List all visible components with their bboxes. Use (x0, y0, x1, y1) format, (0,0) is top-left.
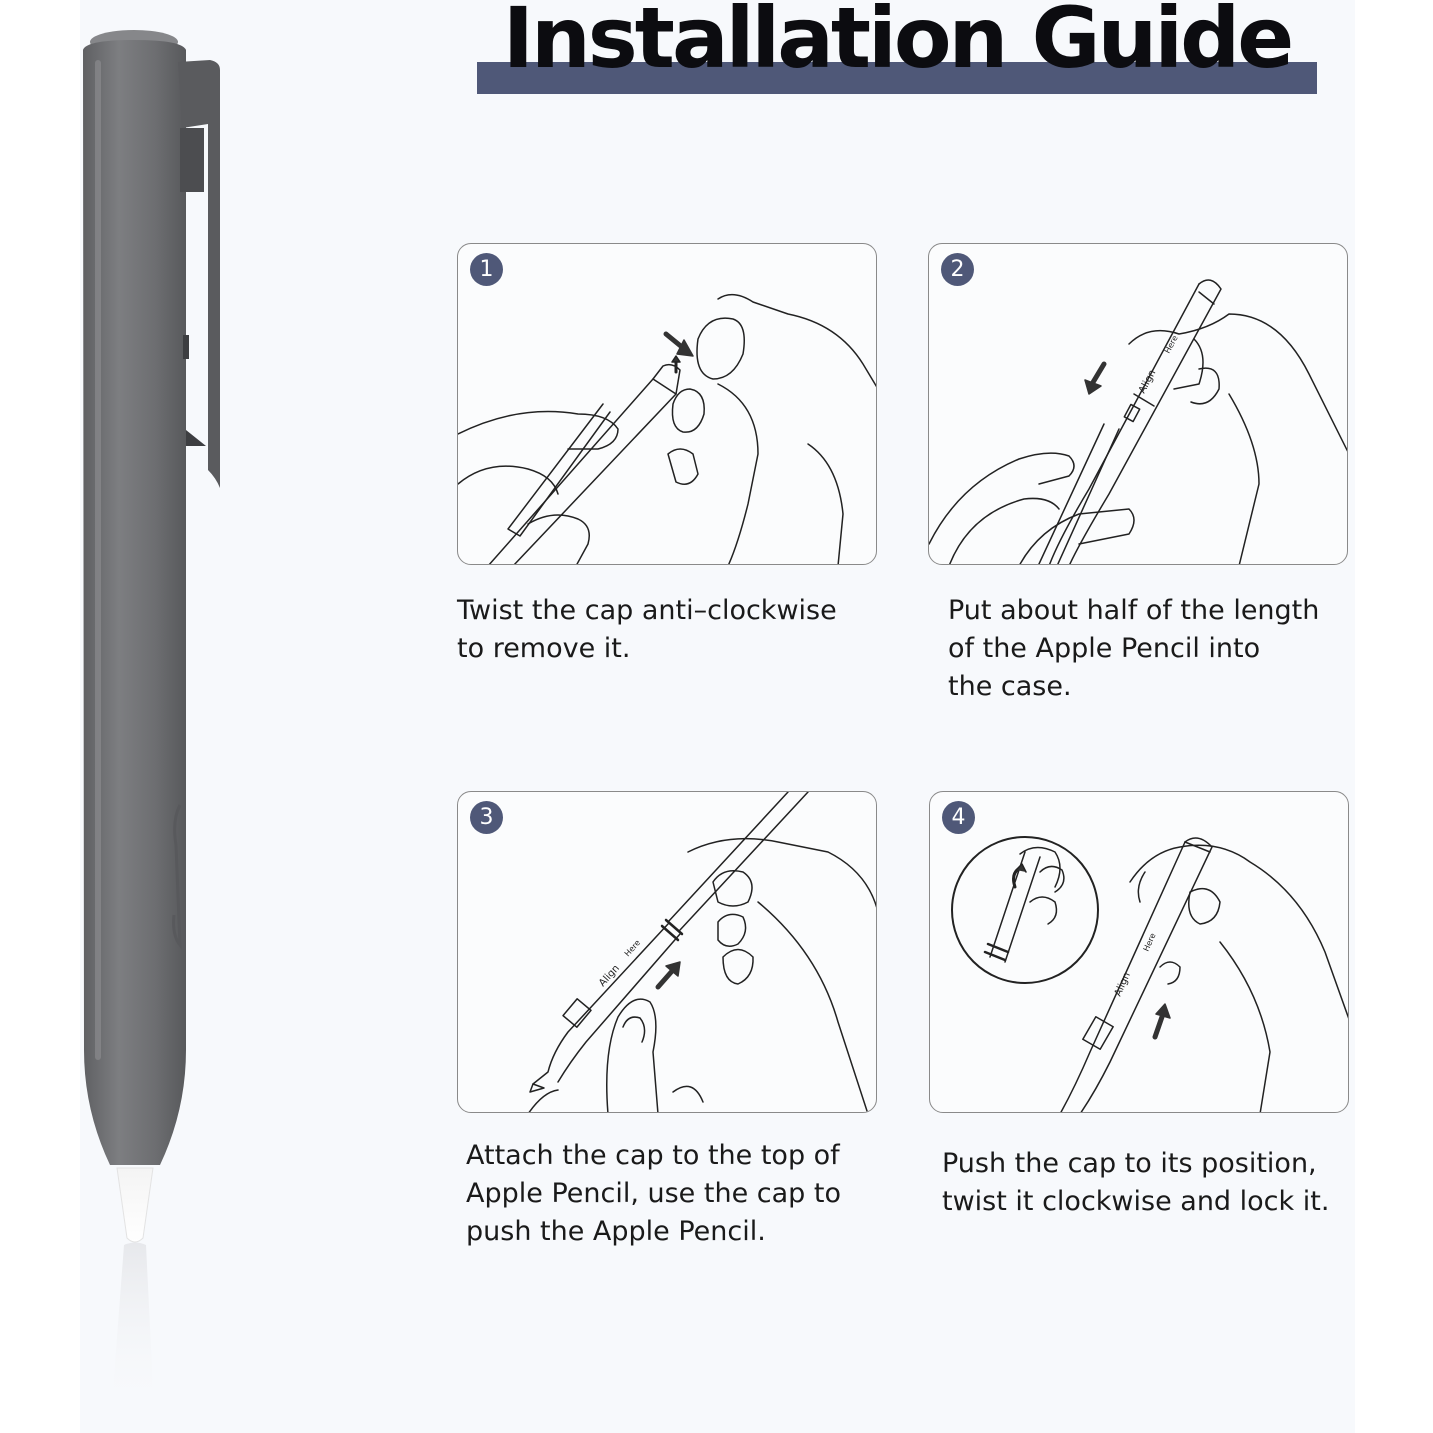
step-4-caption (942, 1145, 1329, 1221)
twist-cap-off-icon (458, 244, 877, 565)
lock-cap-icon (930, 792, 1349, 1113)
step-number-badge: 2 (941, 253, 974, 286)
caption-line: twist it clockwise and lock it. (942, 1186, 1330, 1217)
caption-line: of the Apple Pencil into (948, 633, 1261, 664)
step-3-caption (466, 1137, 841, 1251)
step-number-badge: 3 (470, 801, 503, 834)
caption-line: Push the cap to its position, (942, 1148, 1317, 1179)
page-title-banner (477, 0, 1317, 96)
caption-line: Apple Pencil, use the cap to (466, 1178, 841, 1209)
step-2-caption (948, 592, 1319, 706)
page-title: Installation Guide (502, 0, 1292, 87)
svg-text:Align: Align (1112, 970, 1133, 999)
svg-text:Align: Align (597, 962, 623, 990)
caption-line: push the Apple Pencil. (466, 1216, 766, 1247)
caption-line: Attach the cap to the top of (466, 1140, 840, 1171)
step-number-badge: 1 (470, 253, 503, 286)
step-1-panel (457, 243, 877, 565)
caption-line: Twist the cap anti–clockwise (457, 595, 837, 626)
attach-cap-icon (458, 792, 877, 1113)
pencil-case-with-clip-icon (0, 0, 260, 1433)
svg-text:Here: Here (1162, 333, 1180, 355)
svg-text:Here: Here (622, 938, 643, 959)
svg-text:Here: Here (1141, 931, 1158, 953)
step-1-caption (457, 592, 837, 668)
step-4-panel (929, 791, 1349, 1113)
caption-line: to remove it. (457, 633, 631, 664)
svg-text:Align: Align (1136, 368, 1159, 396)
insert-pencil-icon (929, 244, 1348, 565)
caption-line: Put about half of the length (948, 595, 1320, 626)
step-3-panel (457, 791, 877, 1113)
step-2-panel (928, 243, 1348, 565)
step-number-badge: 4 (942, 801, 975, 834)
caption-line: the case. (948, 671, 1072, 702)
